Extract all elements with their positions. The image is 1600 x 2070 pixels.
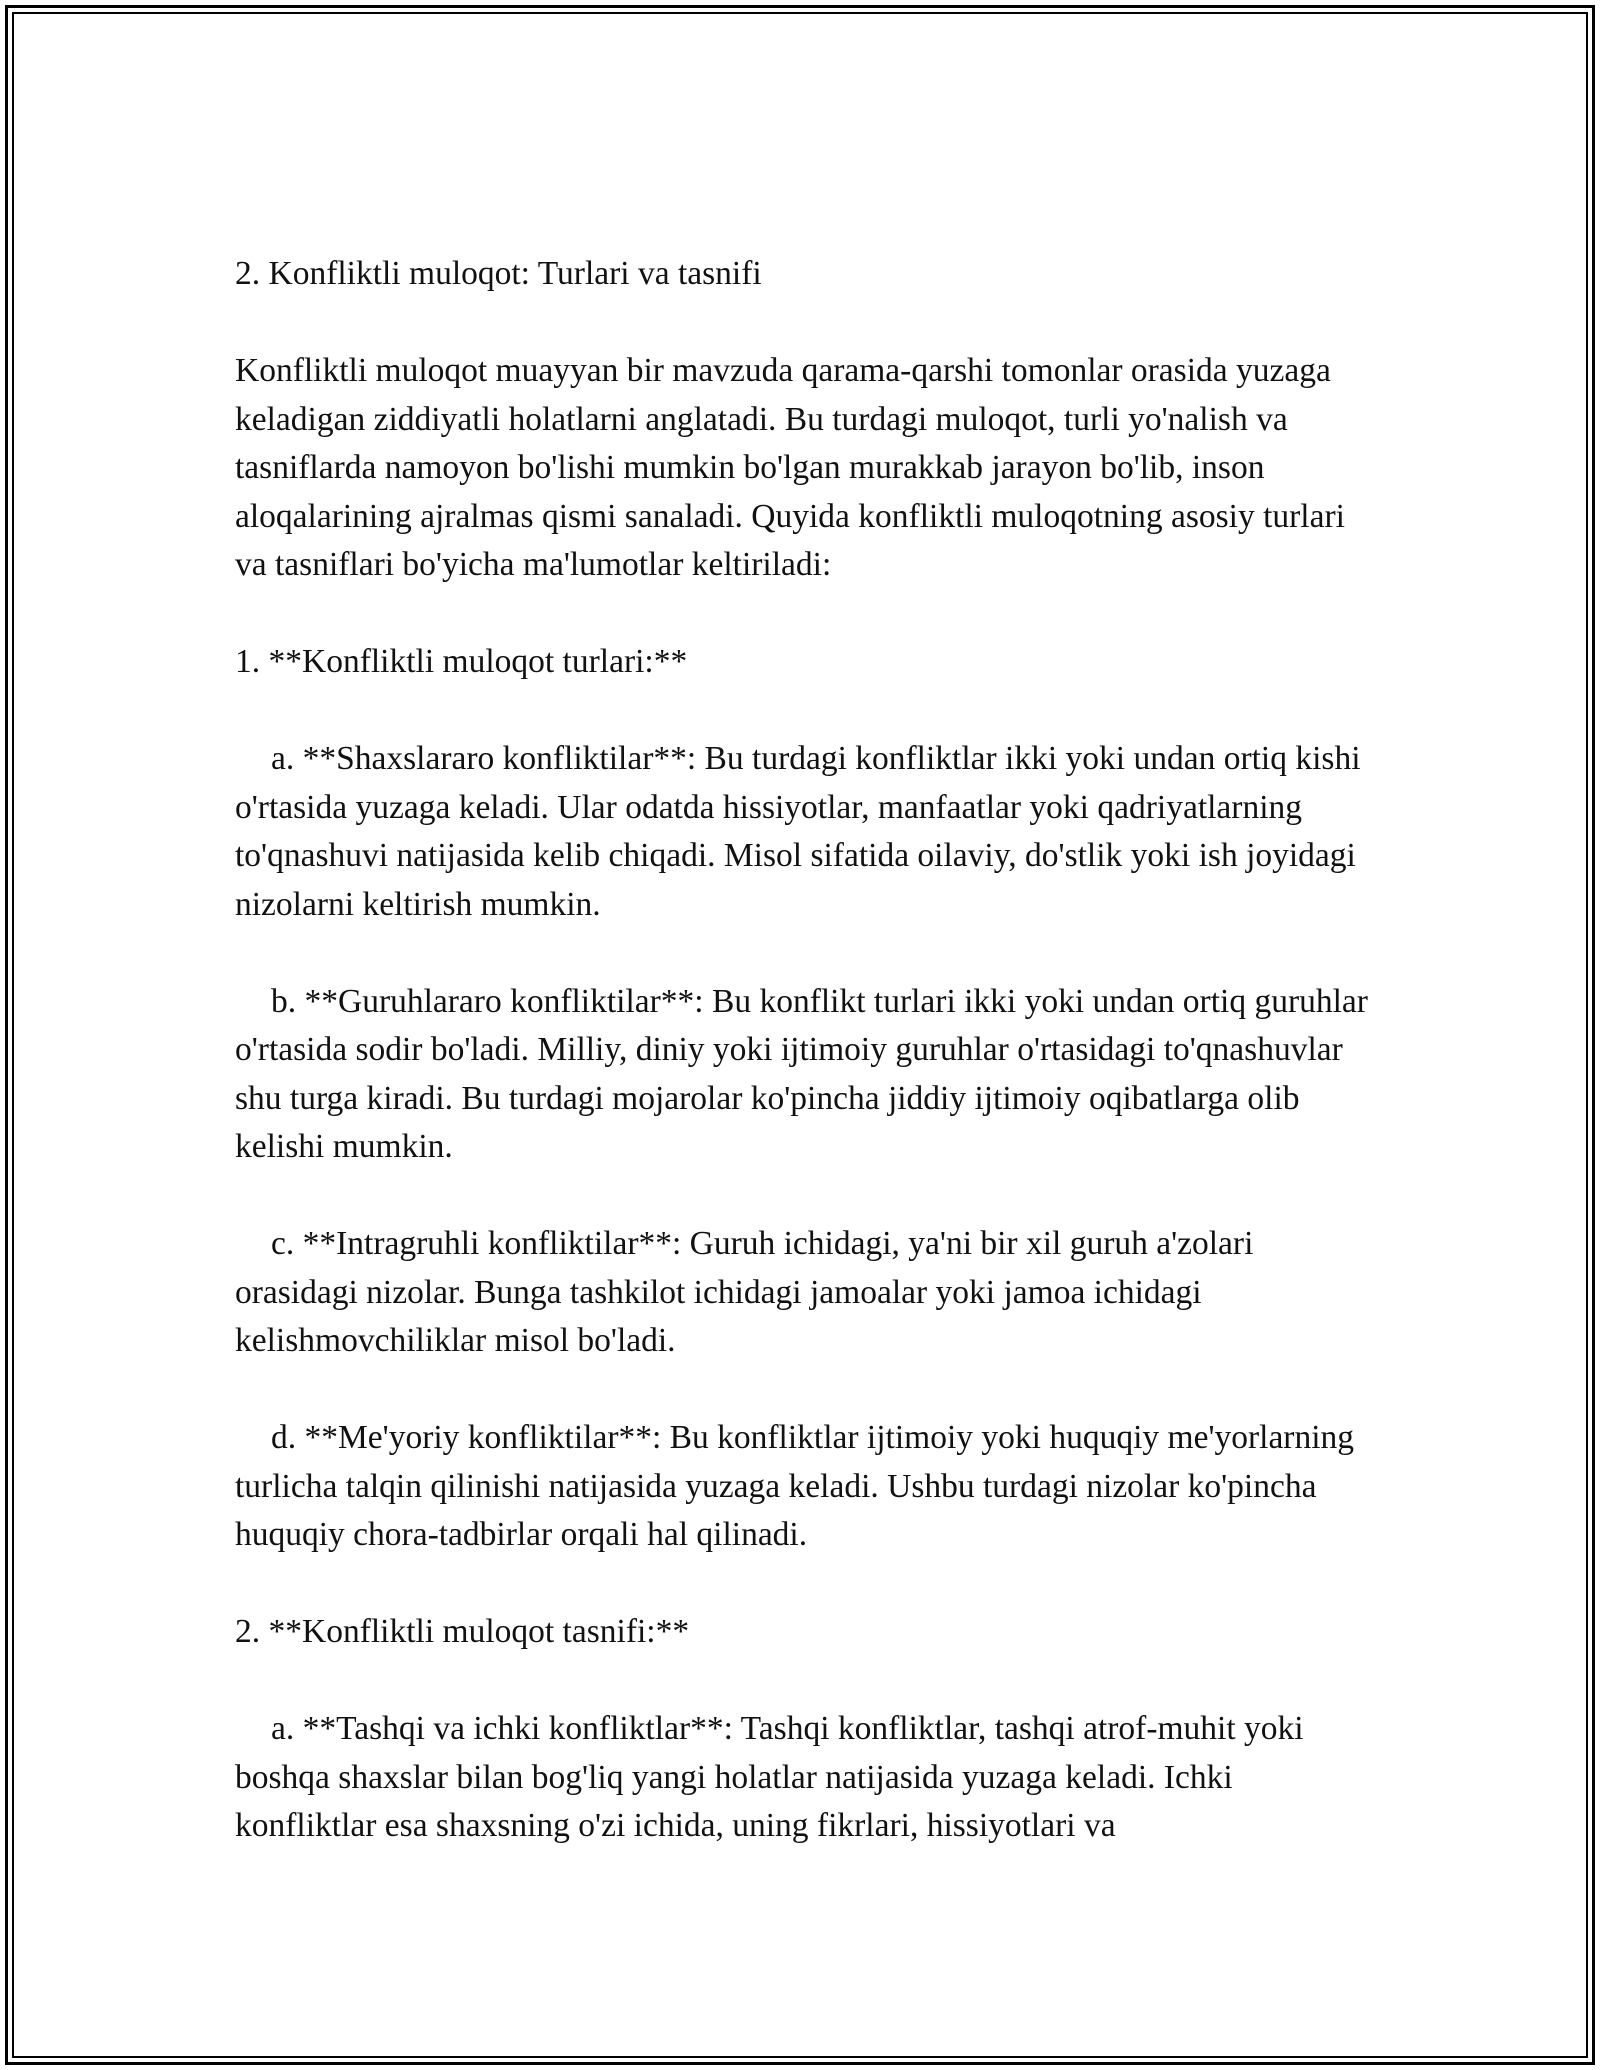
section-1-heading: 1. **Konfliktli muloqot turlari:** [235,643,688,680]
section-1-item-b: b. **Guruhlararo konfliktilar**: Bu konflikt turlari ikki yoki undan ortiq guruhlar o'rtasida sodir bo'ladi. Milliy, diniy yoki ijtimoiy guruhlar o'rtasidagi to'qnashuvlar shu turga kiradi. Bu turdagi mojarolar ko'pincha jiddiy ijtimoiy oqibatlarga olib kelishi mumkin. [235,982,1368,1165]
intro-paragraph: Konfliktli muloqot muayyan bir mavzuda qarama-qarshi tomonlar orasida yuzaga keladigan ziddiyatli holatlarni anglatadi. Bu turdagi muloqot, turli yo'nalish va tasniflarda namoyon bo'lishi mumkin bo'lgan murakkab jarayon bo'lib, inson aloqalarining ajralmas qismi sanaladi. Quyida konfliktli muloqotning asosiy turlari va tasniflari bo'yicha ma'lumotlar keltiriladi: [235,352,1345,583]
section-1-item-a: a. **Shaxslararo konfliktilar**: Bu turdagi konfliktlar ikki yoki undan ortiq kishi o'rtasida yuzaga keladi. Ular odatda hissiyotlar, manfaatlar yoki qadriyatlarning to'qnashuvi natijasida kelib chiqadi. Misol sifatida oilaviy, do'stlik yoki ish joyidagi nizolarni keltirish mumkin. [235,740,1361,923]
section-2-item-a: a. **Tashqi va ichki konfliktlar**: Tashqi konfliktlar, tashqi atrof-muhit yoki boshqa shaxslar bilan bog'liq yangi holatlar natijasida yuzaga keladi. Ichki konfliktlar esa shaxsning o'zi ichida, uning fikrlari, hissiyotlari va [235,1710,1304,1844]
document-body [235,250,1375,1899]
section-1-item-c: c. **Intragruhli konfliktilar**: Guruh ichidagi, ya'ni bir xil guruh a'zolari orasidagi nizolar. Bunga tashkilot ichidagi jamoalar yoki jamoa ichidagi kelishmovchiliklar misol bo'ladi. [235,1225,1254,1359]
section-2-heading: 2. **Konfliktli muloqot tasnifi:** [235,1613,690,1650]
section-1-item-d: d. **Me'yoriy konfliktilar**: Bu konfliktlar ijtimoiy yoki huquqiy me'yorlarning turlicha talqin qilinishi natijasida yuzaga keladi. Ushbu turdagi nizolar ko'pincha huquqiy chora-tadbirlar orqali hal qilinadi. [235,1419,1355,1553]
document-title: 2. Konfliktli muloqot: Turlari va tasnifi [235,255,762,292]
